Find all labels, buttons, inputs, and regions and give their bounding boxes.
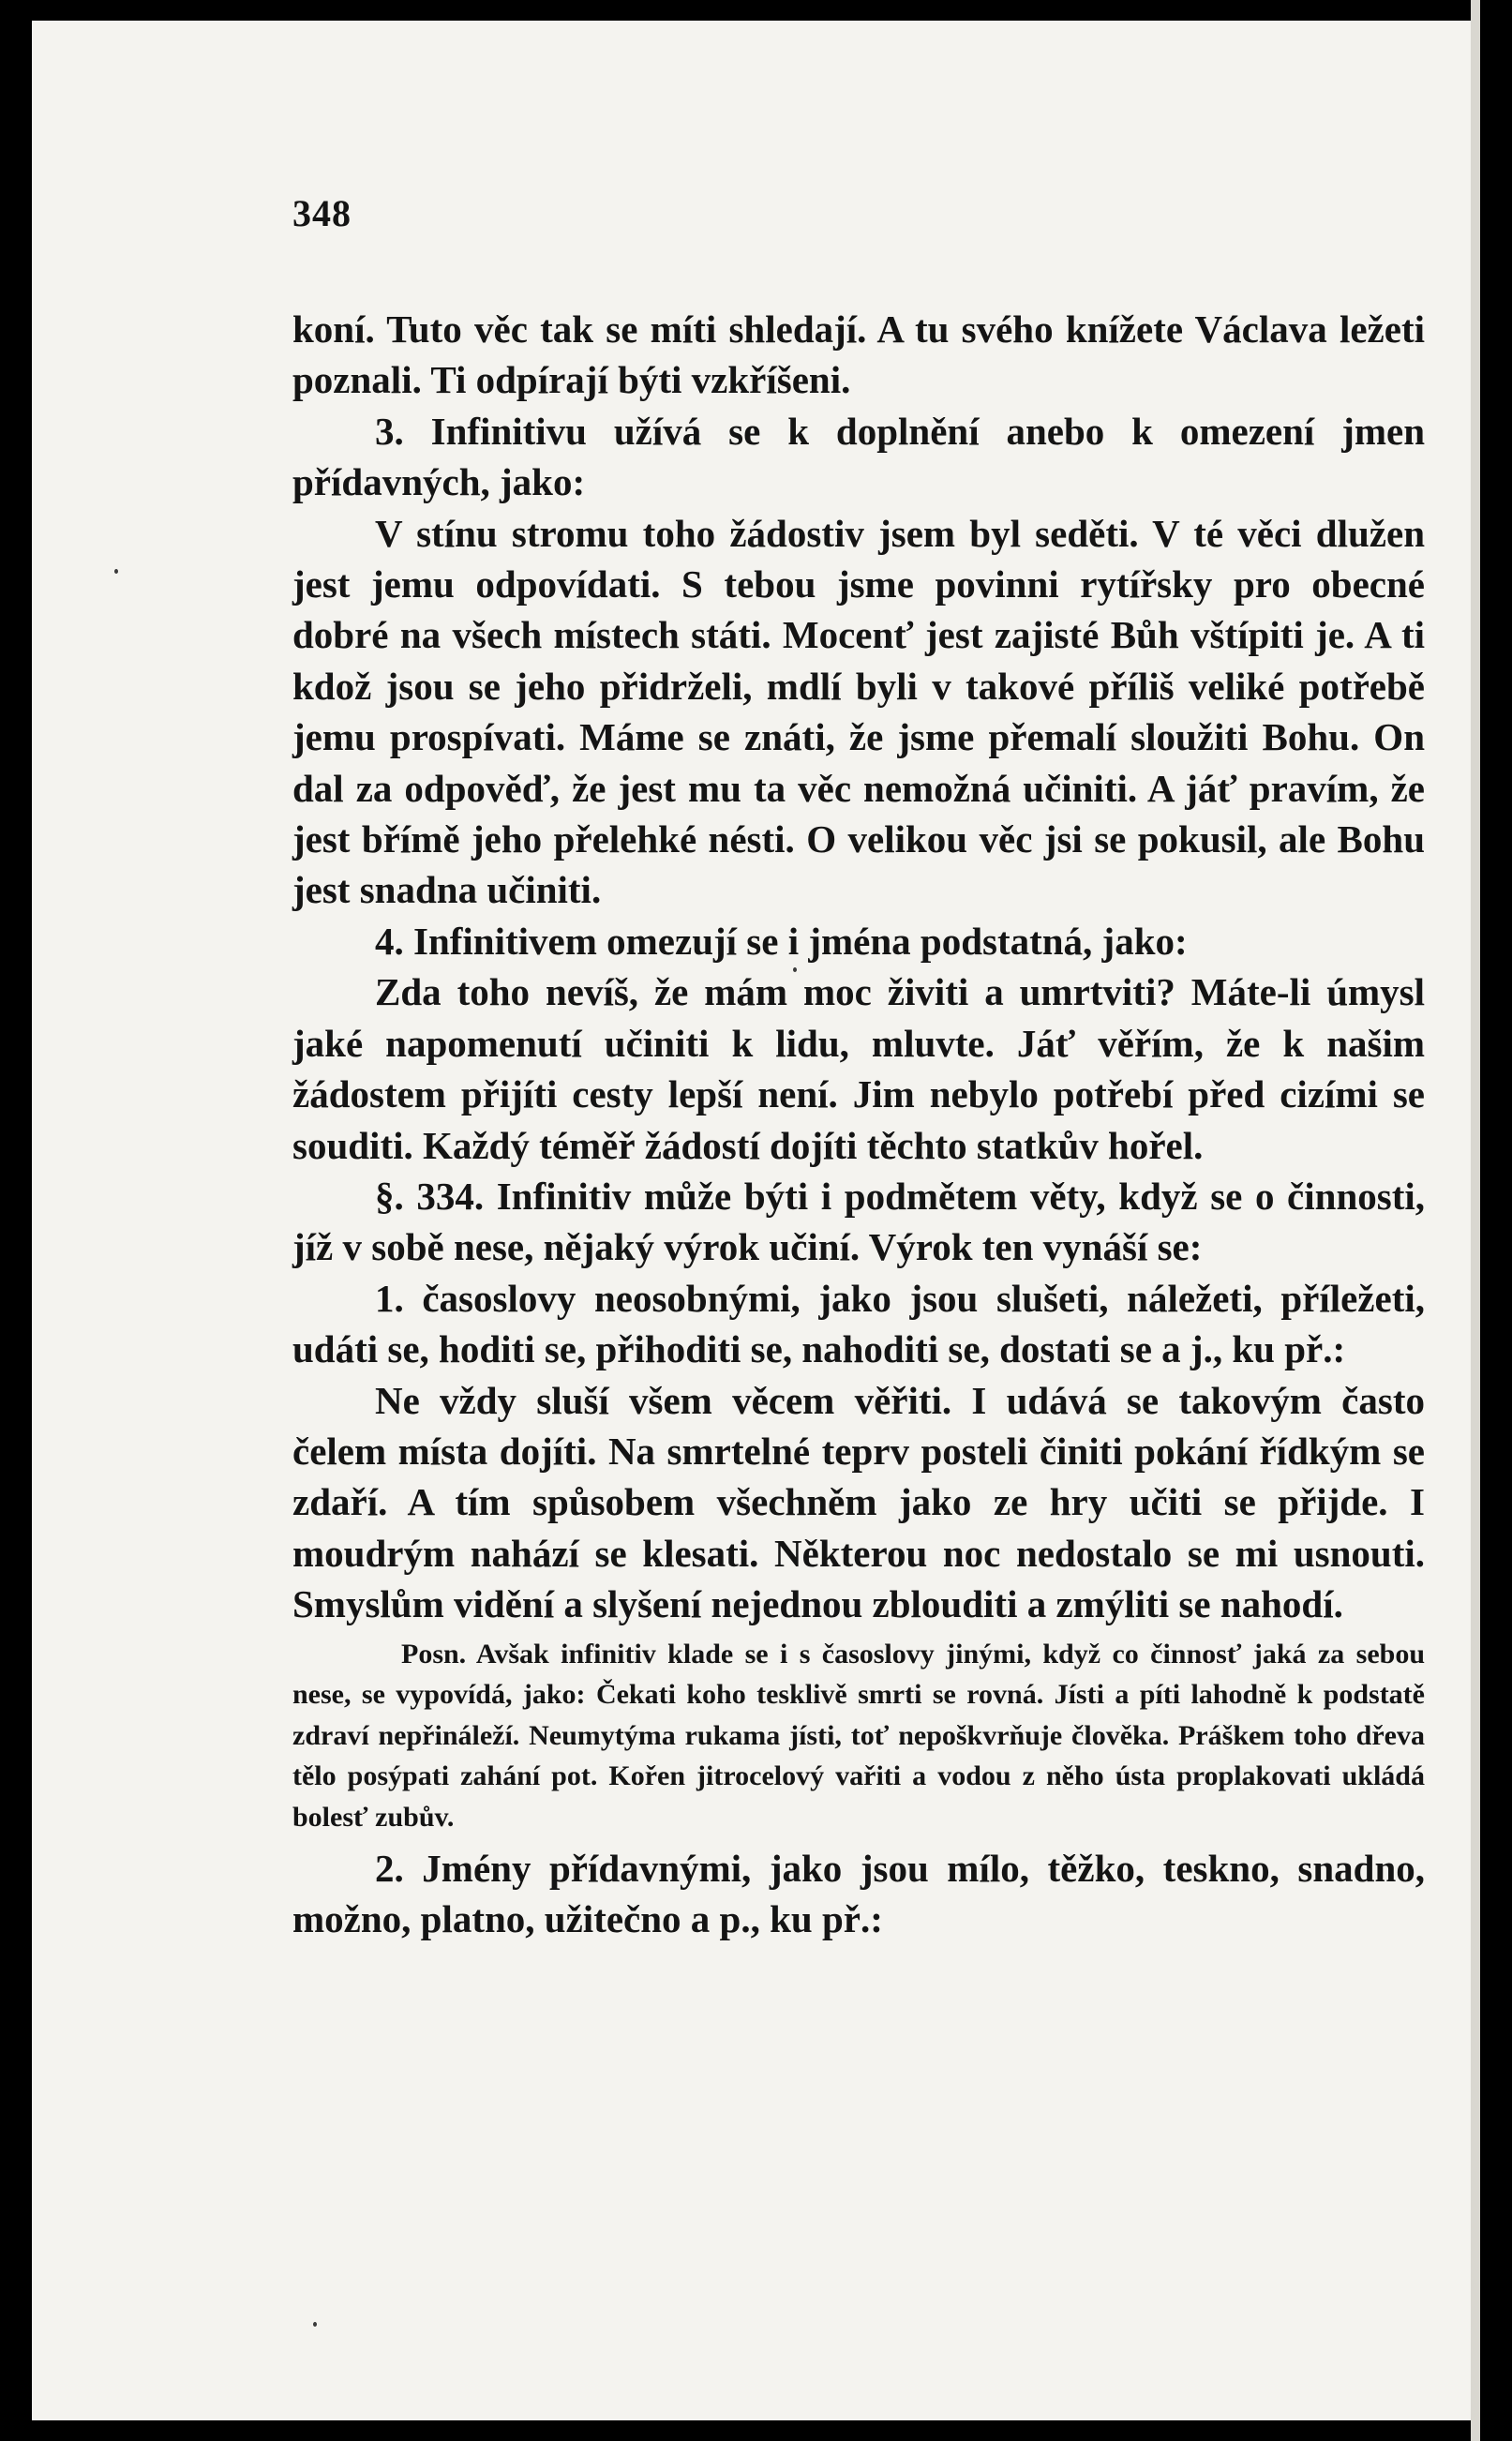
- paragraph: 2. Jmény přídavnými, jako jsou mílo, těžko, teskno, snadno, možno, platno, užitečno a p., ku př.:: [292, 1847, 1425, 1941]
- paragraph: 4. Infinitivem omezují se i jména podstatná, jako:: [375, 919, 1188, 963]
- paragraph: Ne vždy sluší všem věcem věřiti. I udává se takovým často čelem místa dojíti. Na smrtelné teprv posteli činiti pokání řídkým se zdaří. A tím spůsobem všechněm jako ze hry učiti se přijde. I moudrým nahází se klesati. Některou noc nedostalo se mi usnouti. Smyslům vidění a slyšení nejednou zblouditi a zmýliti se nahodí.: [292, 1378, 1425, 1626]
- footnote: Posn. Avšak infinitiv klade se i s časoslovy jinými, když co činnosť jaká za sebou nese, se vypovídá, jako: Čekati koho tesklivě smrti se rovná. Jísti a píti lahodně k podstatě zdraví nepřináleží. Neumytýma rukama jísti, toť nepoškvrňuje člověka. Práškem toho dřeva tělo posýpati zahání pot. Kořen jitrocelový vařiti a vodou z něho ústa proplakovati ukládá bolesť zubův.: [292, 1638, 1425, 1833]
- book-page: [32, 21, 1471, 2420]
- paragraph: §. 334. Infinitiv může býti i podmětem věty, když se o činnosti, jíž v sobě nese, nějaký výrok učiní. Výrok ten vynáší se:: [292, 1174, 1425, 1269]
- paragraph: V stínu stromu toho žádostiv jsem byl seděti. V té věci dlužen jest jemu odpovídati. S tebou jsme povinni rytířsky pro obecné dobré na všech místech státi. Mocenť jest zajisté Bůh vštípiti je. A ti kdož jsou se jeho přidrželi, mdlí byli v takové příliš veliké potřebě jemu prospívati. Máme se znáti, že jsme přemalí sloužiti Bohu. On dal za odpověď, že jest mu ta věc nemožná učiniti. A jáť pravím, že jest břímě jeho přelehké nésti. O velikou věc jsi se pokusil, ale Bohu jest snadna učiniti.: [292, 511, 1425, 912]
- print-speck: [313, 2322, 317, 2327]
- paragraph: Zda toho nevíš, že mám moc živiti a umrtviti? Máte-li úmysl jaké napomenutí učiniti k lidu, mluvte. Jáť věřím, že k našim žádostem přijíti cesty lepší není. Jim nebylo potřebí před cizími se souditi. Každý téměř žádostí dojíti těchto statkův hořel.: [292, 970, 1425, 1167]
- paragraph: 3. Infinitivu užívá se k doplnění anebo k omezení jmen přídavných, jako:: [292, 409, 1425, 504]
- paragraph: 1. časoslovy neosobnými, jako jsou slušeti, náležeti, příležeti, udáti se, hoditi se, přihoditi se, nahoditi se, dostati se a j., ku př.:: [292, 1276, 1425, 1371]
- paragraph: koní. Tuto věc tak se míti shledají. A tu svého knížete Václava ležeti poznali. Ti odpírají býti vzkříšeni.: [292, 307, 1425, 402]
- scan-edge: [1471, 0, 1480, 2441]
- page-number: 348: [292, 192, 352, 234]
- print-speck: [114, 569, 118, 574]
- page-body: [292, 304, 1425, 1945]
